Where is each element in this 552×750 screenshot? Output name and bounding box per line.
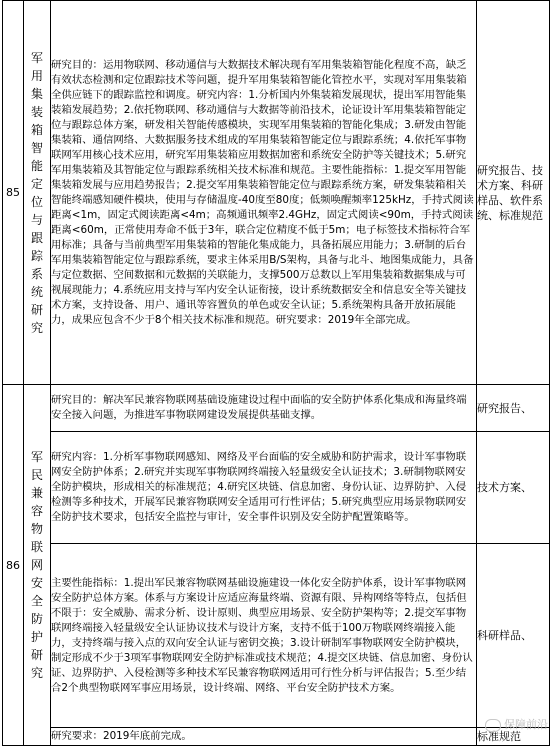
output-item: 技术方案、 bbox=[477, 432, 550, 544]
output-item: 研究报告、 bbox=[477, 385, 550, 432]
table-row bbox=[3, 432, 550, 544]
research-outputs: 研究报告、技术方案、科研样品、软件系统、标准规范 bbox=[477, 1, 550, 385]
row-number: 86 bbox=[3, 385, 24, 746]
watermark bbox=[485, 716, 548, 732]
project-table bbox=[2, 0, 550, 746]
research-purpose: 研究目的：解决军民兼容物联网基础设施建设过程中面临的安全防护体系化集成和海量终端安全接入问题，为推进军事物联网建设发展提供基础支撑。 bbox=[51, 385, 477, 432]
project-name-cell bbox=[24, 385, 51, 746]
research-content: 研究内容：1.分析军事物联网感知、网络及平台面临的安全威胁和防护需求，设计军事物联网安全防护体系；2.研究并实现军事物联网终端接入轻量级安全认证技术；3.研制物联网安全防护模块，形成相关的标准规范；4.研究区块链、信息加密、身份认证、边界防护、入侵检测等多种技术，开展军民兼容物联网安全适用可行性评估；5.研究典型应用场景物联网安全防护技术要求，包括安全监控与审计，安全事件识别及安全防护配置策略等。 bbox=[51, 432, 477, 544]
watermark-text: 保障前沿 bbox=[504, 718, 548, 731]
table-row bbox=[3, 544, 550, 728]
project-name-cell bbox=[24, 1, 51, 385]
output-item: 标准规范 bbox=[477, 728, 550, 746]
project-name: 军用集装箱智能定位与跟踪系统研究 bbox=[30, 50, 43, 335]
row-number: 85 bbox=[3, 1, 24, 385]
research-requirement: 研究要求：2019年底前完成。 bbox=[51, 728, 477, 746]
output-item: 科研样品、 bbox=[477, 544, 550, 728]
table-row bbox=[3, 728, 550, 746]
project-name: 军民兼容物联网安全防护研究 bbox=[30, 450, 43, 680]
table-row bbox=[3, 1, 550, 385]
research-content: 研究目的：运用物联网、移动通信与大数据技术解决现有军用集装箱智能化程度不高，缺乏有效状态检测和定位跟踪技术等问题，提升军用集装箱智能化管控水平，实现对军用集装箱全供应链下的跟踪监控和调度。研究内容：1.分析国内外集装箱发展现状，提出军用智能集装箱发展趋势；2.依托物联网、移动通信与大数据等前沿技术，论证设计军用集装箱智能定位与跟踪总体方案，研发相关智能传感模块，实现军用集装箱的智能化集成；3.研发由智能集装箱、通信网络、大数据服务技术组成的军用集装箱智能定位与跟踪系统；4.依托军事物联网军用核心技术应用，研究军用集装箱应用数据加密和系统安全防护等关键技术；5.研究军用集装箱及其智能定位与跟踪系统相关技术标准和规范。主要性能指标：1.提交军用智能集装箱发展与应用趋势报告；2.提交军用集装箱智能定位与跟踪系统方案，研发集装箱相关智能终端感知硬件模块，使用与存储温度-40度至80度；低频唤醒频率125kHz，手持式阅读距离<1m，固定式阅读距离<4m；高频通讯频率2.4GHz，固定式阅读<90m，手持式阅读距离<60m，正常使用寿命不低于3年，联合定位精度不低于5m；电子标签技术指标符合军用标准；具备与当前典型军用集装箱的智能化集成能力，具备拓展应用能力；3.研制的后台军用集装箱智能定位与跟踪系统，要求主体采用B/S架构，具备与北斗、地图集成能力，具备与定位数据、空间数据和元数据的关联能力，支撑500万总数以上军用集装箱数据集成与可视展现能力；4.系统应用支持与军内安全认证衔接，设计系统数据安全和信息安全等关键技术方案，支持设备、用户、通讯等容置负的单色或安全认证；5.系统架构具备开放拓展能力，成果应包含不少于8个相关技术标准和规范。研究要求：2019年全部完成。 bbox=[51, 1, 477, 385]
performance-indicators: 主要性能指标：1.提出军民兼容物联网基础设施建设一体化安全防护体系，设计军事物联网安全防护总体方案。体系与方案设计应适应海量终端、资源有限、异构网络等特点，包括但不限于：安全威胁、需求分析、设计原则、典型应用场景、安全防护架构等；2.提交军事物联网终端接入轻量级安全认证协议技术与设计方案，支持不低于100万物联网终端接入能力，支持终端与接入点的双向安全认证与密钥交换；3.设计研制军事物联网安全防护模块，制定形成不少于3项军事物联网安全防护标准或技术规范；4.提交区块链、信息加密、身份认证、边界防护、入侵检测等多种技术军民兼容物联网适用可行性分析与评估报告；5.至少结合2个典型物联网军事应用场景，设计终端、网络、平台安全防护技术方案。 bbox=[51, 544, 477, 728]
table-row bbox=[3, 385, 550, 432]
wechat-icon bbox=[485, 719, 501, 732]
